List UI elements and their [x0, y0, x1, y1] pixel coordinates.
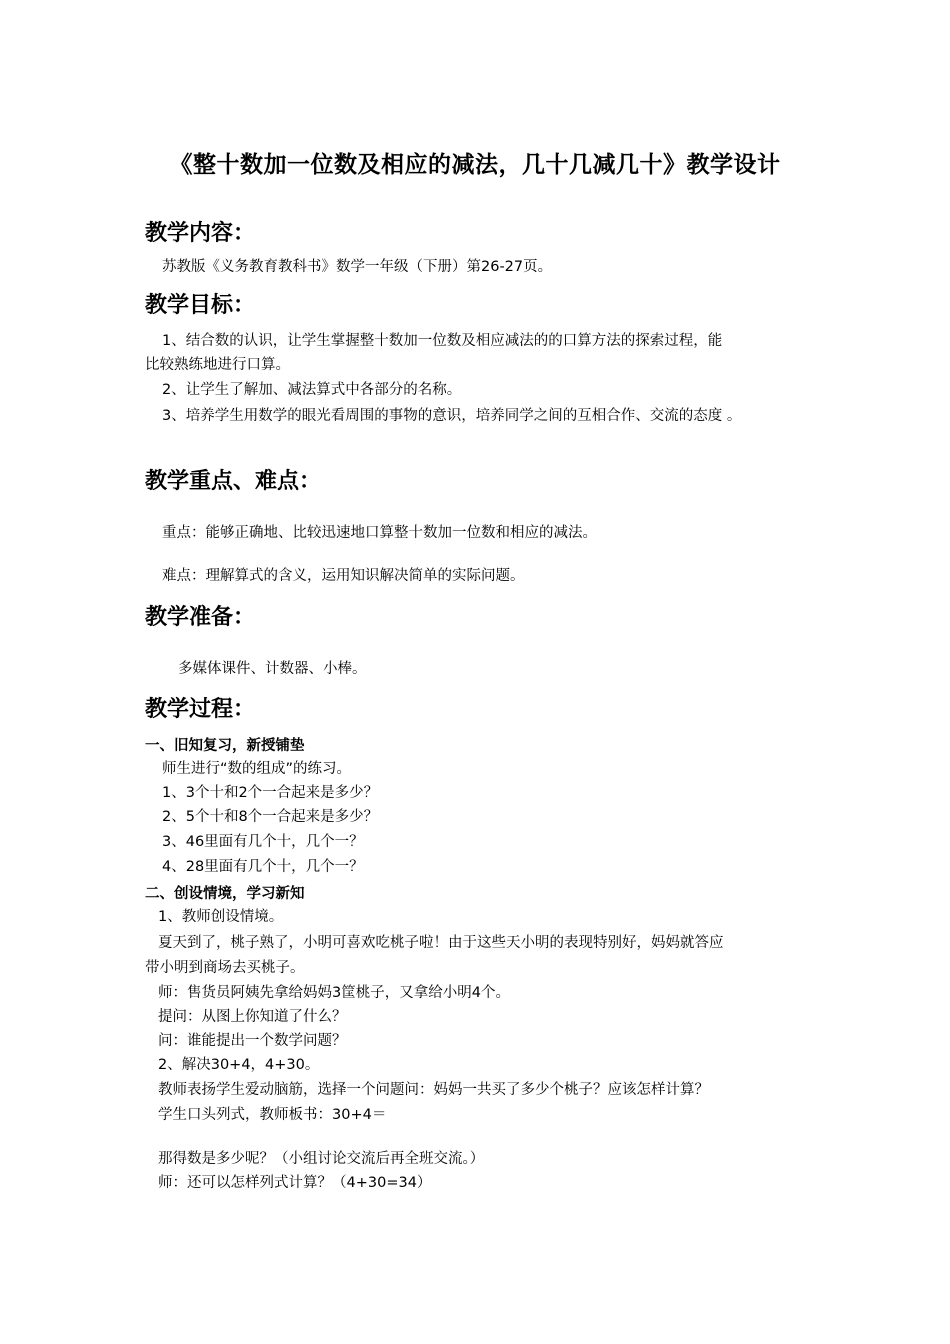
keypoint-difficulty: 难点：理解算式的含义，运用知识解决简单的实际问题。 — [162, 568, 525, 584]
section-2-line: 学生口头列式，教师板书：30+4＝ — [158, 1107, 387, 1123]
section-2-line: 那得数是多少呢？（小组讨论交流后再全班交流。） — [158, 1151, 485, 1167]
section-2-line: 提问：从图上你知道了什么？ — [158, 1009, 347, 1025]
section-1-line: 3、46里面有几个十，几个一？ — [162, 834, 364, 850]
section-2-line: 1、教师创设情境。 — [158, 909, 284, 925]
process-heading: 教学过程： — [145, 697, 256, 722]
section-1-line: 师生进行“数的组成”的练习。 — [162, 761, 352, 777]
goal-item-2: 2、让学生了解加、减法算式中各部分的名称。 — [162, 382, 462, 398]
goal-item-3: 3、培养学生用数学的眼光看周围的事物的意识，培养同学之间的互相合作、交流的态度 。 — [162, 408, 742, 424]
content-text: 苏教版《义务教育教科书》数学一年级（下册）第26-27页。 — [162, 259, 553, 275]
section-1-line: 4、28里面有几个十，几个一？ — [162, 859, 364, 875]
goals-heading: 教学目标： — [145, 293, 256, 318]
goal-item-1-cont: 比较熟练地进行口算。 — [145, 357, 290, 373]
section-2-title: 二、创设情境，学习新知 — [145, 886, 305, 902]
section-2-line: 问：谁能提出一个数学问题？ — [158, 1033, 347, 1049]
prep-text: 多媒体课件、计数器、小棒。 — [178, 661, 367, 677]
keypoint-focus: 重点：能够正确地、比较迅速地口算整十数加一位数和相应的减法。 — [162, 525, 597, 541]
section-1-line: 2、5个十和8个一合起来是多少？ — [162, 809, 379, 825]
keypoints-heading: 教学重点、难点： — [145, 469, 322, 494]
section-2-line: 师：售货员阿姨先拿给妈妈3筐桃子，又拿给小明4个。 — [158, 985, 510, 1001]
section-2-line: 带小明到商场去买桃子。 — [145, 960, 305, 976]
section-1-title: 一、旧知复习，新授铺垫 — [145, 738, 305, 754]
document-title: 《整十数加一位数及相应的减法，几十几减几十》教学设计 — [169, 152, 781, 178]
section-2-line: 教师表扬学生爱动脑筋，选择一个问题问：妈妈一共买了多少个桃子？应该怎样计算？ — [158, 1082, 709, 1098]
section-2-line: 夏天到了，桃子熟了，小明可喜欢吃桃子啦！由于这些天小明的表现特别好，妈妈就答应 — [158, 935, 724, 951]
section-1-line: 1、3个十和2个一合起来是多少？ — [162, 785, 379, 801]
section-2-line: 2、解决30+4，4+30。 — [158, 1057, 320, 1073]
content-heading: 教学内容： — [145, 221, 256, 246]
prep-heading: 教学准备： — [145, 605, 256, 630]
section-2-line: 师：还可以怎样列式计算？（4+30=34） — [158, 1175, 432, 1191]
goal-item-1: 1、结合数的认识，让学生掌握整十数加一位数及相应减法的的口算方法的探索过程，能 — [162, 333, 723, 349]
